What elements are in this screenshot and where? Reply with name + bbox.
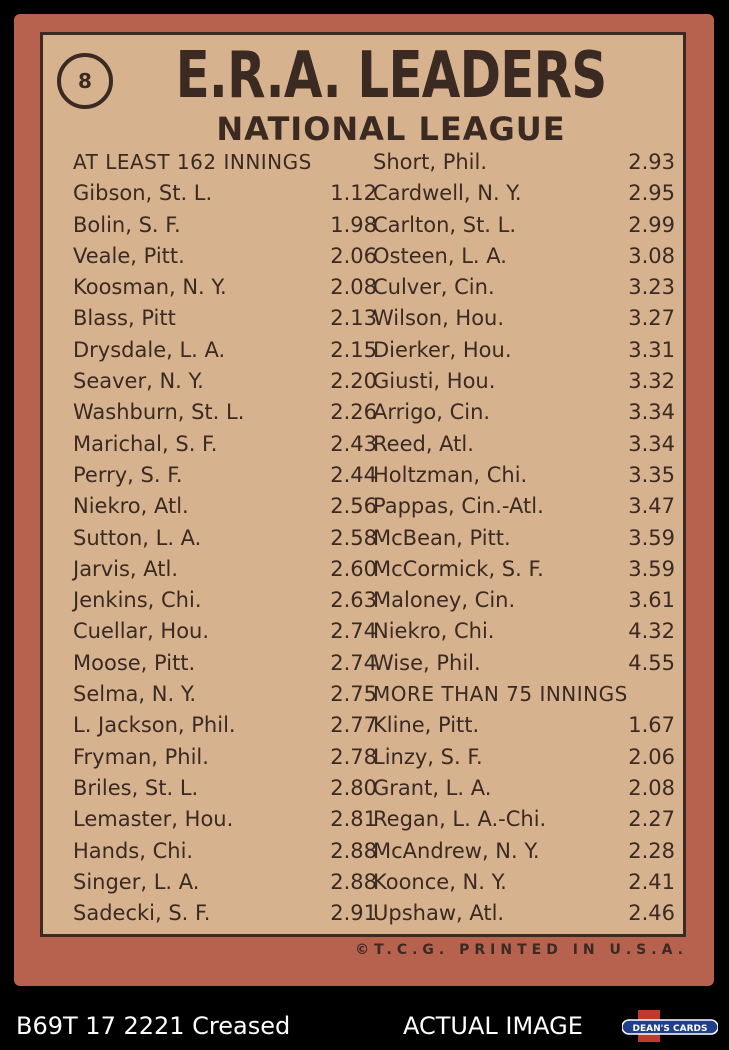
leader-row: [373, 366, 675, 397]
section-heading: [73, 147, 363, 178]
left-leaders-column: [73, 147, 377, 929]
era-value: 2.88: [330, 838, 377, 863]
era-value: 2.91: [330, 901, 377, 926]
leader-row: [73, 210, 377, 241]
leader-row: [373, 491, 675, 522]
section-heading: [373, 679, 663, 710]
era-value: 2.95: [628, 181, 675, 206]
era-value: 2.74: [330, 650, 377, 675]
pitcher-name: Kline, Pitt.: [373, 713, 480, 738]
era-value: 3.59: [628, 525, 675, 550]
era-value: 2.15: [330, 337, 377, 362]
leader-row: [73, 241, 377, 272]
deans-cards-logo: [622, 1010, 718, 1042]
leader-row: [373, 742, 675, 773]
copyright-footer: ©T.C.G. PRINTED IN U.S.A.: [355, 942, 688, 958]
pitcher-name: Blass, Pitt: [73, 306, 176, 331]
leader-row: [73, 491, 377, 522]
pitcher-name: Wilson, Hou.: [373, 306, 505, 331]
pitcher-name: Selma, N. Y.: [73, 682, 197, 707]
era-value: 2.13: [330, 306, 377, 331]
era-value: 2.28: [628, 838, 675, 863]
pitcher-name: Pappas, Cin.-Atl.: [373, 494, 544, 519]
pitcher-name: Marichal, S. F.: [73, 431, 218, 456]
pitcher-name: Carlton, St. L.: [373, 212, 517, 237]
leader-row: [373, 303, 675, 334]
era-value: 3.35: [628, 462, 675, 487]
era-value: 2.78: [330, 744, 377, 769]
era-value: 2.77: [330, 713, 377, 738]
leader-row: [373, 147, 675, 178]
leader-row: [373, 523, 675, 554]
leader-row: [373, 648, 675, 679]
era-value: 3.34: [628, 431, 675, 456]
leader-row: [373, 460, 675, 491]
pitcher-name: Cardwell, N. Y.: [373, 181, 522, 206]
leader-row: [73, 804, 377, 835]
leader-row: [373, 554, 675, 585]
pitcher-name: Hands, Chi.: [73, 838, 194, 863]
era-value: 3.23: [628, 275, 675, 300]
leader-row: [373, 710, 675, 741]
leader-row: [73, 178, 377, 209]
pitcher-name: Moose, Pitt.: [73, 650, 196, 675]
leader-row: [73, 335, 377, 366]
pitcher-name: Fryman, Phil.: [73, 744, 209, 769]
pitcher-name: Lemaster, Hou.: [73, 807, 234, 832]
era-value: 2.93: [628, 150, 675, 174]
pitcher-name: Seaver, N. Y.: [73, 369, 204, 394]
pitcher-name: Niekro, Atl.: [73, 494, 189, 519]
leader-row: [373, 616, 675, 647]
era-value: 2.41: [628, 869, 675, 894]
pitcher-name: L. Jackson, Phil.: [73, 713, 236, 738]
pitcher-name: McBean, Pitt.: [373, 525, 511, 550]
era-value: 2.46: [628, 901, 675, 926]
era-value: 3.08: [628, 243, 675, 268]
era-value: 2.75: [330, 682, 377, 707]
era-value: 2.43: [330, 431, 377, 456]
era-value: 1.12: [330, 181, 377, 206]
pitcher-name: Bolin, S. F.: [73, 212, 181, 237]
section-heading-label: MORE THAN 75 INNINGS: [373, 682, 628, 707]
era-value: 2.58: [330, 525, 377, 550]
era-value: 2.20: [330, 369, 377, 394]
pitcher-name: Holtzman, Chi.: [373, 462, 528, 487]
leader-row: [73, 366, 377, 397]
pitcher-name: McCormick, S. F.: [373, 556, 544, 581]
leader-row: [373, 335, 675, 366]
logo-text: DEAN'S CARDS: [632, 1024, 708, 1034]
era-value: 2.81: [330, 807, 377, 832]
era-value: 3.32: [628, 369, 675, 394]
pitcher-name: Jarvis, Atl.: [73, 556, 178, 581]
leader-row: [73, 898, 377, 929]
pitcher-name: Giusti, Hou.: [373, 369, 496, 394]
card-number: 8: [57, 53, 113, 109]
era-panel: [40, 32, 686, 937]
pitcher-name: Short, Phil.: [373, 150, 488, 174]
era-value: 2.80: [330, 775, 377, 800]
pitcher-name: Singer, L. A.: [73, 869, 200, 894]
leader-row: [73, 523, 377, 554]
leader-row: [73, 460, 377, 491]
era-value: 2.60: [330, 556, 377, 581]
listing-id-label: B69T 17 2221 Creased: [16, 1012, 291, 1040]
pitcher-name: Osteen, L. A.: [373, 243, 507, 268]
leader-row: [73, 836, 377, 867]
leader-row: [73, 303, 377, 334]
leader-row: [73, 742, 377, 773]
leader-row: [73, 867, 377, 898]
listing-bar: [0, 1000, 729, 1050]
pitcher-name: Briles, St. L.: [73, 775, 199, 800]
leader-row: [373, 804, 675, 835]
era-value: 3.59: [628, 556, 675, 581]
leader-row: [373, 272, 675, 303]
era-value: 3.61: [628, 588, 675, 613]
era-value: 2.08: [628, 775, 675, 800]
pitcher-name: Jenkins, Chi.: [73, 588, 202, 613]
leader-row: [373, 241, 675, 272]
era-value: 4.55: [628, 650, 675, 675]
leader-row: [373, 210, 675, 241]
leader-row: [73, 679, 377, 710]
pitcher-name: Washburn, St. L.: [73, 400, 245, 425]
pitcher-name: Koosman, N. Y.: [73, 275, 227, 300]
pitcher-name: Veale, Pitt.: [73, 243, 185, 268]
leader-row: [373, 836, 675, 867]
leader-row: [373, 397, 675, 428]
leader-row: [73, 585, 377, 616]
actual-image-label: ACTUAL IMAGE: [403, 1012, 583, 1040]
pitcher-name: Koonce, N. Y.: [373, 869, 507, 894]
pitcher-name: Niekro, Chi.: [373, 619, 495, 644]
pitcher-name: Gibson, St. L.: [73, 181, 213, 206]
era-value: 2.44: [330, 462, 377, 487]
era-value: 3.27: [628, 306, 675, 331]
pitcher-name: Grant, L. A.: [373, 775, 492, 800]
card: [14, 14, 714, 986]
era-value: 2.26: [330, 400, 377, 425]
leader-row: [73, 710, 377, 741]
pitcher-name: Linzy, S. F.: [373, 744, 483, 769]
leader-row: [73, 773, 377, 804]
era-value: 2.74: [330, 619, 377, 644]
pitcher-name: Upshaw, Atl.: [373, 901, 505, 926]
era-value: 3.31: [628, 337, 675, 362]
leader-row: [373, 585, 675, 616]
section-heading-label: AT LEAST 162 INNINGS: [73, 150, 312, 174]
era-value: 2.06: [330, 243, 377, 268]
leader-row: [73, 648, 377, 679]
era-value: 3.34: [628, 400, 675, 425]
leader-row: [373, 898, 675, 929]
leader-row: [373, 429, 675, 460]
leader-row: [373, 773, 675, 804]
era-value: 2.99: [628, 212, 675, 237]
era-value: 1.98: [330, 212, 377, 237]
pitcher-name: Culver, Cin.: [373, 275, 495, 300]
leader-row: [73, 272, 377, 303]
era-value: 3.47: [628, 494, 675, 519]
pitcher-name: Sadecki, S. F.: [73, 901, 211, 926]
pitcher-name: Cuellar, Hou.: [73, 619, 210, 644]
era-value: 2.06: [628, 744, 675, 769]
era-value: 2.63: [330, 588, 377, 613]
leader-row: [373, 178, 675, 209]
era-value: 2.88: [330, 869, 377, 894]
card-title: E.R.A. LEADERS: [175, 39, 607, 113]
era-value: 4.32: [628, 619, 675, 644]
leader-row: [73, 616, 377, 647]
pitcher-name: Drysdale, L. A.: [73, 337, 226, 362]
leader-row: [73, 397, 377, 428]
right-leaders-column: [373, 147, 675, 929]
era-value: 1.67: [628, 713, 675, 738]
pitcher-name: Maloney, Cin.: [373, 588, 516, 613]
pitcher-name: Arrigo, Cin.: [373, 400, 491, 425]
era-value: 2.56: [330, 494, 377, 519]
leader-row: [73, 429, 377, 460]
era-value: 2.08: [330, 275, 377, 300]
card-subtitle: NATIONAL LEAGUE: [216, 110, 566, 148]
pitcher-name: Reed, Atl.: [373, 431, 474, 456]
pitcher-name: Perry, S. F.: [73, 462, 183, 487]
pitcher-name: McAndrew, N. Y.: [373, 838, 540, 863]
leader-row: [373, 867, 675, 898]
leader-row: [73, 554, 377, 585]
pitcher-name: Wise, Phil.: [373, 650, 481, 675]
pitcher-name: Sutton, L. A.: [73, 525, 202, 550]
era-value: 2.27: [628, 807, 675, 832]
pitcher-name: Regan, L. A.-Chi.: [373, 807, 547, 832]
pitcher-name: Dierker, Hou.: [373, 337, 512, 362]
